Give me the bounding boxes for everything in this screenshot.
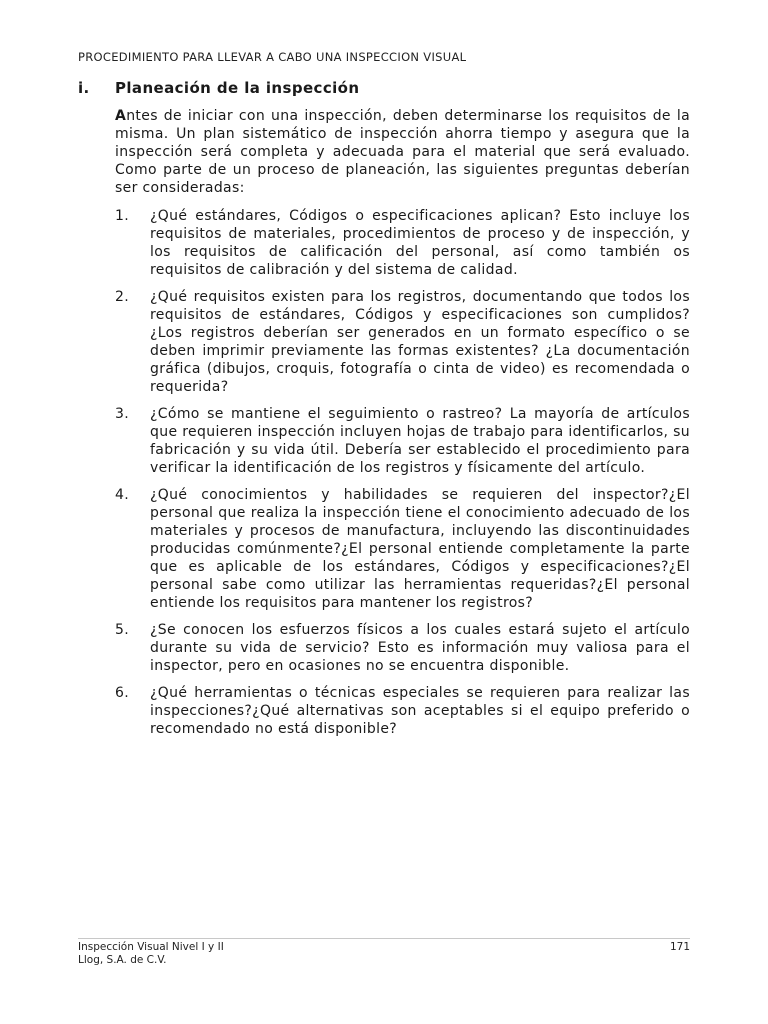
list-item-number: 1. bbox=[115, 208, 130, 224]
section-numeral: i. bbox=[78, 79, 90, 97]
questions-list bbox=[115, 207, 690, 738]
page-number: 171 bbox=[669, 941, 690, 953]
section-title: Planeación de la inspección bbox=[115, 79, 360, 97]
list-item-text: ¿Cómo se mantiene el seguimiento o rastreo? La mayoría de artículos que requieren inspección incluyen hojas de trabajo para identificarlos, su fabricación y su vida útil. Debería ser establecido el procedimiento para verificar la identificación de los registros y físicamente del artículo. bbox=[150, 406, 690, 476]
intro-dropcap: A bbox=[115, 108, 127, 124]
list-item-text: ¿Qué herramientas o técnicas especiales se requieren para realizar las inspecciones?¿Qué alternativas son aceptables si el equipo preferido o recomendado no está disponible? bbox=[150, 685, 690, 737]
intro-paragraph bbox=[115, 107, 690, 197]
list-item-number: 5. bbox=[115, 622, 130, 638]
list-item bbox=[115, 405, 690, 477]
page-footer bbox=[78, 941, 690, 967]
page-header: PROCEDIMIENTO PARA LLEVAR A CABO UNA INSPECCION VISUAL bbox=[78, 50, 467, 64]
list-item-number: 2. bbox=[115, 289, 130, 305]
list-item-text: ¿Qué requisitos existen para los registros, documentando que todos los requisitos de estándares, Códigos y especificaciones son cumplidos? ¿Los registros deberían ser generados en un formato específico o se deben imprimir previamente las formas existentes? ¿La documentación gráfica (dibujos, croquis, fotografía o cinta de video) es recomendada o requerida? bbox=[150, 289, 690, 395]
footer-document-title: Inspección Visual Nivel I y II bbox=[78, 941, 224, 953]
list-item-number: 6. bbox=[115, 685, 130, 701]
document-body bbox=[115, 107, 690, 747]
list-item bbox=[115, 288, 690, 396]
list-item-text: ¿Qué conocimientos y habilidades se requieren del inspector?¿El personal que realiza la inspección tiene el conocimiento adecuado de los materiales y procesos de manufactura, incluyendo las discontinuidades producidas comúnmente?¿El personal entiende completamente la parte que es aplicable de los estándares, Códigos y especificaciones?¿El personal sabe como utilizar las herramientas requeridas?¿El personal entiende los requisitos para mantener los registros? bbox=[150, 487, 690, 611]
footer-company: Llog, S.A. de C.V. bbox=[78, 954, 167, 966]
list-item-number: 3. bbox=[115, 406, 130, 422]
list-item-number: 4. bbox=[115, 487, 130, 503]
section-heading bbox=[78, 79, 690, 97]
list-item bbox=[115, 684, 690, 738]
list-item bbox=[115, 486, 690, 612]
footer-divider bbox=[78, 938, 690, 939]
list-item-text: ¿Se conocen los esfuerzos físicos a los cuales estará sujeto el artículo durante su vida de servicio? Esto es información muy valiosa para el inspector, pero en ocasiones no se encuentra disponible. bbox=[150, 622, 690, 674]
list-item bbox=[115, 207, 690, 279]
intro-text: ntes de iniciar con una inspección, deben determinarse los requisitos de la misma. Un plan sistemático de inspección ahorra tiempo y asegura que la inspección será completa y adecuada para el material que será evaluado. Como parte de un proceso de planeación, las siguientes preguntas deberían ser consideradas: bbox=[115, 108, 690, 196]
list-item bbox=[115, 621, 690, 675]
list-item-text: ¿Qué estándares, Códigos o especificaciones aplican? Esto incluye los requisitos de materiales, procedimientos de proceso y de inspección, y los requisitos de calificación del personal, así como también os requisitos de calibración y del sistema de calidad. bbox=[150, 208, 690, 278]
